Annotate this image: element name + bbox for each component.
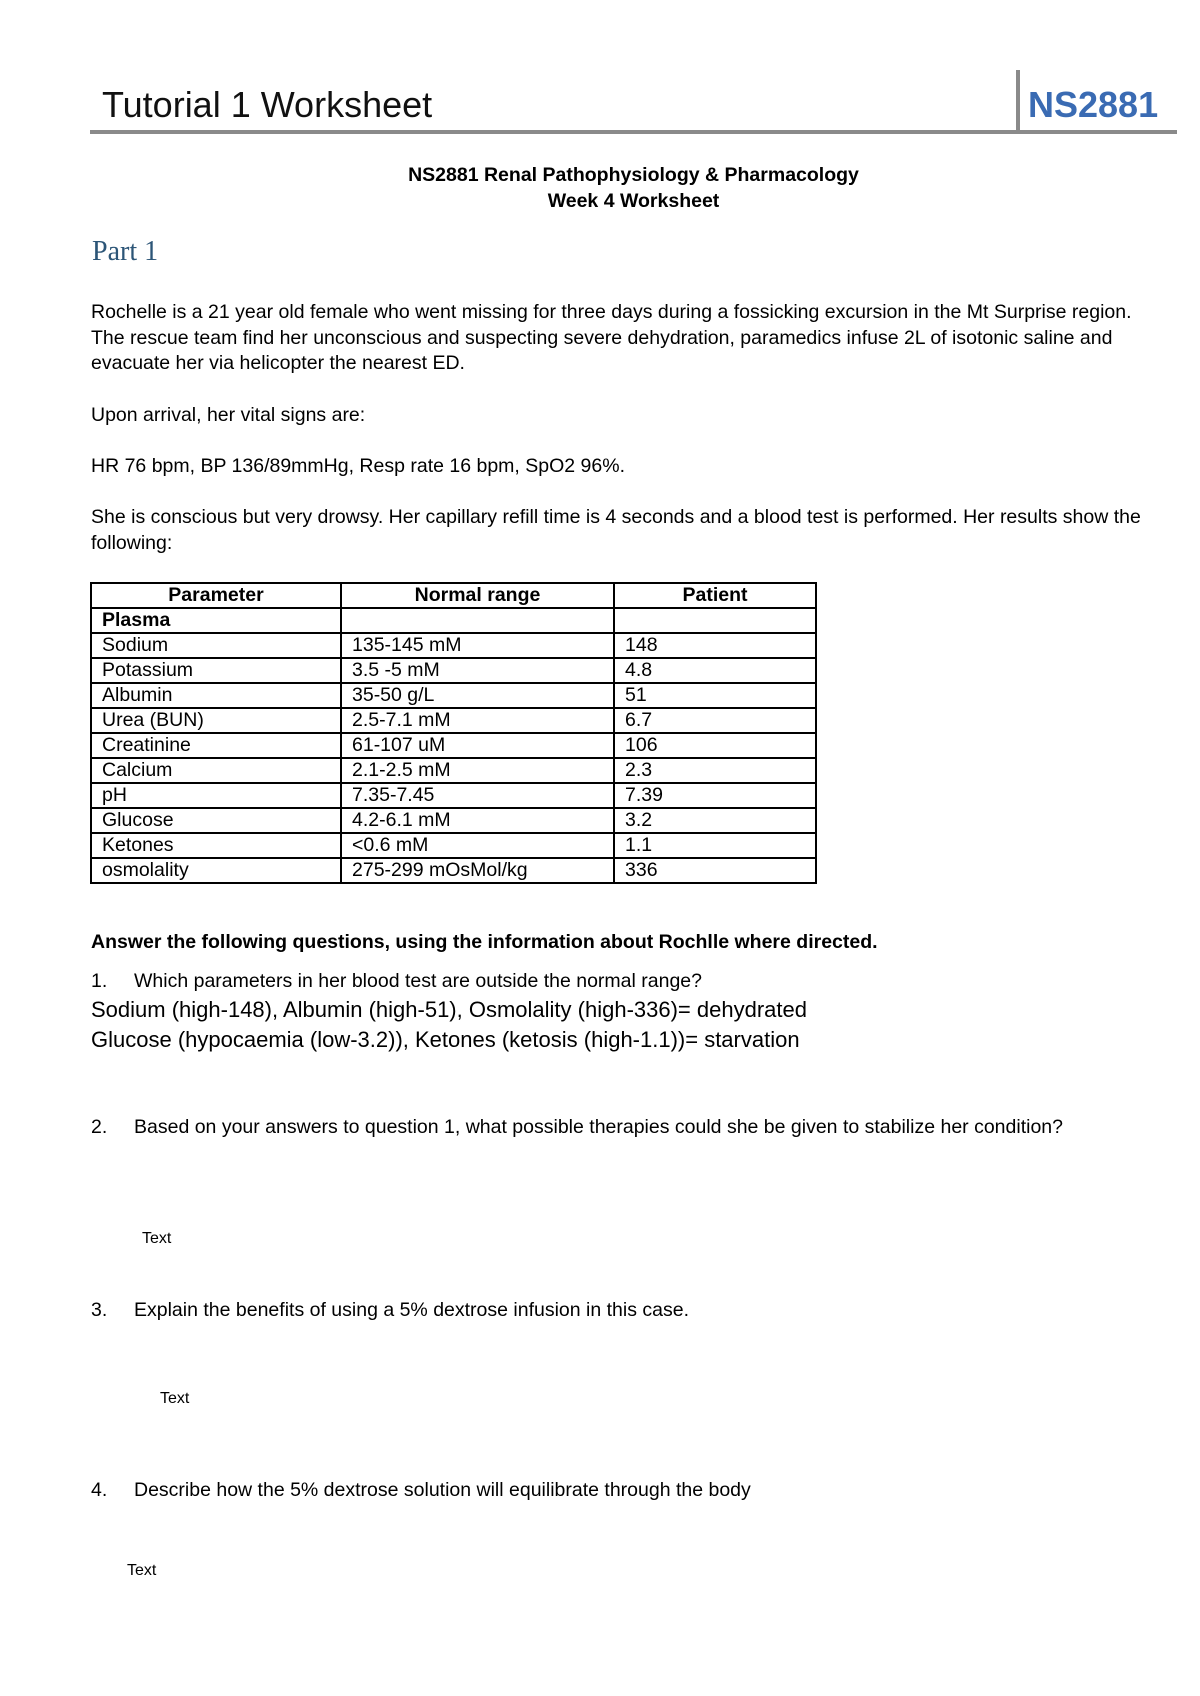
question-number: 1.	[91, 970, 108, 992]
table-cell: 2.3	[614, 758, 816, 783]
document-title: NS2881 Renal Pathophysiology & Pharmacology	[408, 164, 859, 186]
table-cell: 4.2-6.1 mM	[341, 808, 614, 833]
column-header: Patient	[614, 583, 816, 608]
question-text: Which parameters in her blood test are outside the normal range?	[134, 970, 702, 992]
arrival-text: Upon arrival, her vital signs are:	[91, 404, 366, 426]
table-cell: 4.8	[614, 658, 816, 683]
answer-line-2: Glucose (hypocaemia (low-3.2)), Ketones (ketosis (high-1.1))= starvation	[91, 1027, 800, 1052]
table-row	[91, 808, 816, 833]
document-titles	[90, 162, 1177, 214]
table-cell: 275-299 mOsMol/kg	[341, 858, 614, 883]
table-cell: 35-50 g/L	[341, 683, 614, 708]
table-section-row	[91, 608, 816, 633]
case-paragraph: Rochelle is a 21 year old female who went missing for three days during a fossicking excursion in the Mt Surprise region. The rescue team find her unconscious and suspecting severe dehydration, paramedics infuse 2L of isotonic saline and evacuate her via helicopter the nearest ED.	[91, 301, 1132, 374]
table-cell: 2.5-7.1 mM	[341, 708, 614, 733]
table-cell	[341, 608, 614, 633]
answer-text-box[interactable]: Text	[142, 1230, 172, 1247]
table-cell: Ketones	[91, 833, 341, 858]
table-row	[91, 733, 816, 758]
table-row	[91, 858, 816, 883]
status-paragraph: She is conscious but very drowsy. Her capillary refill time is 4 seconds and a blood test is performed. Her results show the following:	[91, 506, 1141, 554]
table-cell: pH	[91, 783, 341, 808]
table-row	[91, 758, 816, 783]
table-cell: Albumin	[91, 683, 341, 708]
table-cell: 61-107 uM	[341, 733, 614, 758]
table-cell: Potassium	[91, 658, 341, 683]
table-row	[91, 683, 816, 708]
table-cell: 3.5 -5 mM	[341, 658, 614, 683]
answer-text-box[interactable]: Text	[160, 1390, 190, 1407]
table-header-row	[91, 583, 816, 608]
table-cell: 2.1-2.5 mM	[341, 758, 614, 783]
question-text: Based on your answers to question 1, what possible therapies could she be given to stabilize her condition?	[134, 1116, 1063, 1138]
table-cell: Calcium	[91, 758, 341, 783]
header-divider	[1016, 70, 1020, 132]
table-cell: Creatinine	[91, 733, 341, 758]
question-text: Explain the benefits of using a 5% dextrose infusion in this case.	[134, 1299, 689, 1321]
table-cell: 106	[614, 733, 816, 758]
document-subtitle: Week 4 Worksheet	[547, 190, 720, 212]
answer-text-box[interactable]: Text	[127, 1562, 157, 1579]
table-cell: 148	[614, 633, 816, 658]
table-row	[91, 833, 816, 858]
table-cell: <0.6 mM	[341, 833, 614, 858]
blood-test-table	[90, 582, 817, 884]
column-header: Parameter	[91, 583, 341, 608]
question-4	[91, 1477, 1151, 1504]
header-rule	[90, 130, 1177, 134]
question-number: 3.	[91, 1299, 108, 1321]
table-cell: 3.2	[614, 808, 816, 833]
table-cell: 336	[614, 858, 816, 883]
table-cell: osmolality	[91, 858, 341, 883]
question-number: 2.	[91, 1116, 108, 1138]
table-cell: 1.1	[614, 833, 816, 858]
table-cell: 7.35-7.45	[341, 783, 614, 808]
answer-line-1: Sodium (high-148), Albumin (high-51), Osmolality (high-336)= dehydrated	[91, 997, 807, 1022]
part-heading: Part 1	[92, 236, 159, 267]
table-cell: Urea (BUN)	[91, 708, 341, 733]
question-text: Describe how the 5% dextrose solution will equilibrate through the body	[134, 1479, 751, 1501]
table-row	[91, 658, 816, 683]
column-header: Normal range	[341, 583, 614, 608]
table-cell: 7.39	[614, 783, 816, 808]
instructions: Answer the following questions, using the information about Rochlle where directed.	[91, 931, 878, 953]
table-cell: 51	[614, 683, 816, 708]
question-1	[91, 968, 1151, 995]
question-3	[91, 1297, 1151, 1324]
header-title: Tutorial 1 Worksheet	[102, 84, 433, 125]
vital-signs: HR 76 bpm, BP 136/89mmHg, Resp rate 16 bpm, SpO2 96%.	[91, 455, 625, 477]
table-row	[91, 708, 816, 733]
section-label: Plasma	[91, 608, 341, 633]
table-cell: Glucose	[91, 808, 341, 833]
table-cell	[614, 608, 816, 633]
page-header	[90, 70, 1177, 132]
course-code: NS2881	[1028, 84, 1159, 125]
table-cell: 6.7	[614, 708, 816, 733]
table-cell: 135-145 mM	[341, 633, 614, 658]
question-2	[91, 1114, 1151, 1141]
table-row	[91, 633, 816, 658]
question-number: 4.	[91, 1479, 108, 1501]
table-row	[91, 783, 816, 808]
table-cell: Sodium	[91, 633, 341, 658]
